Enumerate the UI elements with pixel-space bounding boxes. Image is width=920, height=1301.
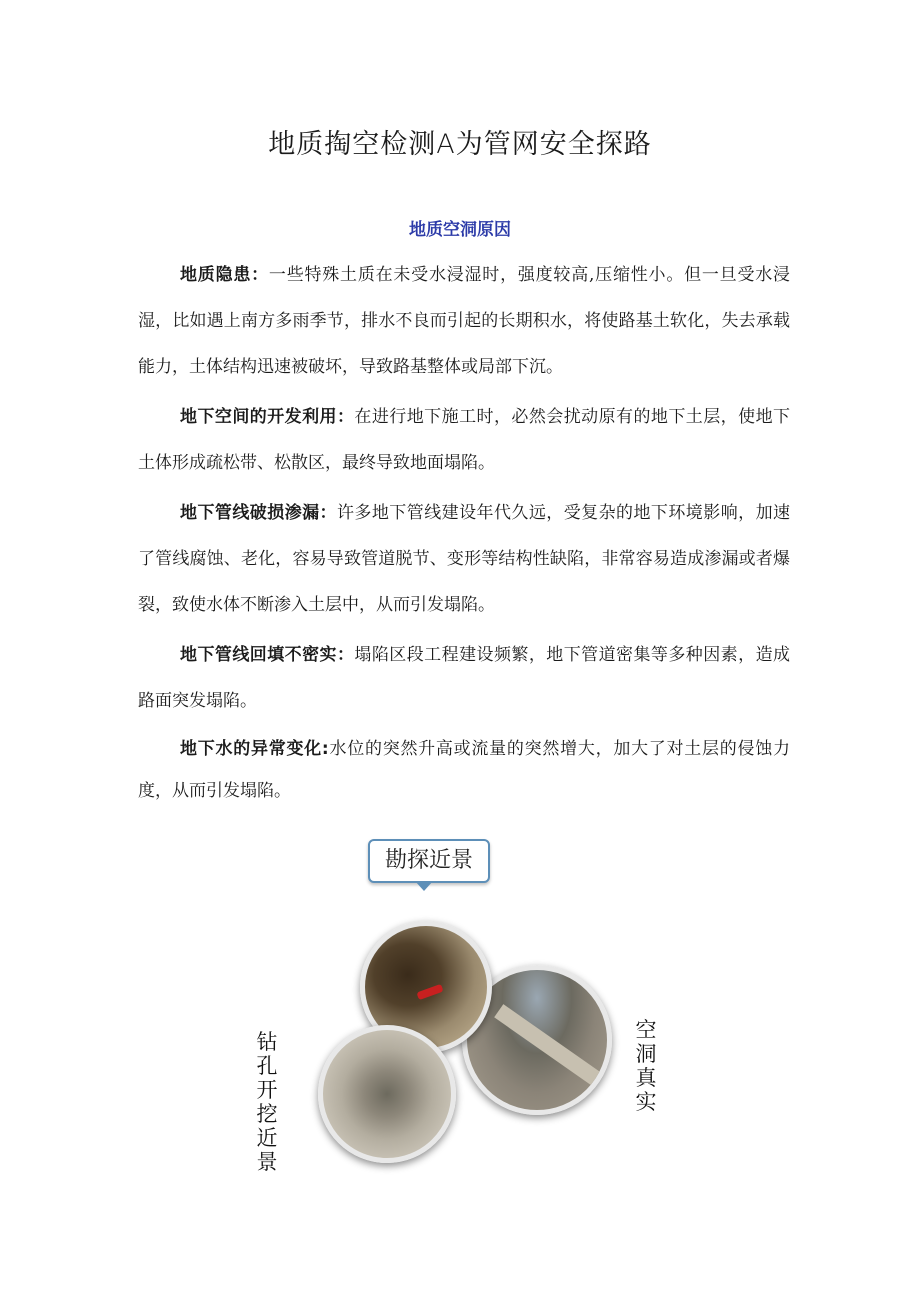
callout-tail bbox=[415, 881, 433, 891]
borehole-photo bbox=[318, 1025, 456, 1163]
paragraph-label: 地下管线破损渗漏： bbox=[180, 503, 337, 523]
paragraph-text: 在进行地下施工时，必然会扰动原有的地下土层，使地下土体形成疏松带、松散区，最终导致地面塌陷。 bbox=[138, 407, 791, 473]
road-curb bbox=[494, 1004, 610, 1092]
paragraph-underground-development bbox=[138, 394, 790, 486]
paragraph-pipeline-leakage bbox=[138, 490, 790, 628]
left-vertical-label: 钻孔开挖近景 bbox=[256, 1030, 278, 1174]
right-vertical-label: 空洞真实 bbox=[635, 1018, 657, 1114]
red-marker bbox=[416, 984, 443, 1000]
paragraph-label: 地质隐患： bbox=[180, 265, 269, 285]
callout-bubble: 勘探近景 bbox=[368, 839, 490, 883]
paragraph-geological-hazard bbox=[138, 252, 790, 390]
paragraph-label: 地下水的异常变化: bbox=[180, 739, 329, 759]
paragraph-label: 地下管线回填不密实： bbox=[180, 645, 355, 665]
paragraph-label: 地下空间的开发利用： bbox=[180, 407, 355, 427]
paragraph-text: 一些特殊土质在未受水浸湿时，强度较高,压缩性小。但一旦受水浸湿，比如遇上南方多雨季节，排水不良而引起的长期积水，将使路基土软化，失去承载能力，土体结构迅速被破坏，导致路基整体或局部下沉。 bbox=[138, 265, 791, 377]
paragraph-groundwater bbox=[138, 728, 790, 812]
section-heading: 地质空洞原因 bbox=[409, 220, 511, 240]
inspection-photo-collage bbox=[250, 835, 670, 1175]
paragraph-text: 许多地下管线建设年代久远，受复杂的地下环境影响，加速了管线腐蚀、老化，容易导致管道脱节、变形等结构性缺陷，非常容易造成渗漏或者爆裂，致使水体不断渗入土层中，从而引发塌陷。 bbox=[138, 503, 791, 615]
paragraph-text: 塌陷区段工程建设频繁，地下管道密集等多种因素，造成路面突发塌陷。 bbox=[138, 645, 791, 711]
document-title: 地质掏空检测A为管网安全探路 bbox=[268, 129, 652, 160]
paragraph-backfill bbox=[138, 632, 790, 724]
paragraph-text: 水位的突然升高或流量的突然增大，加大了对土层的侵蚀力度，从而引发塌陷。 bbox=[138, 739, 790, 801]
